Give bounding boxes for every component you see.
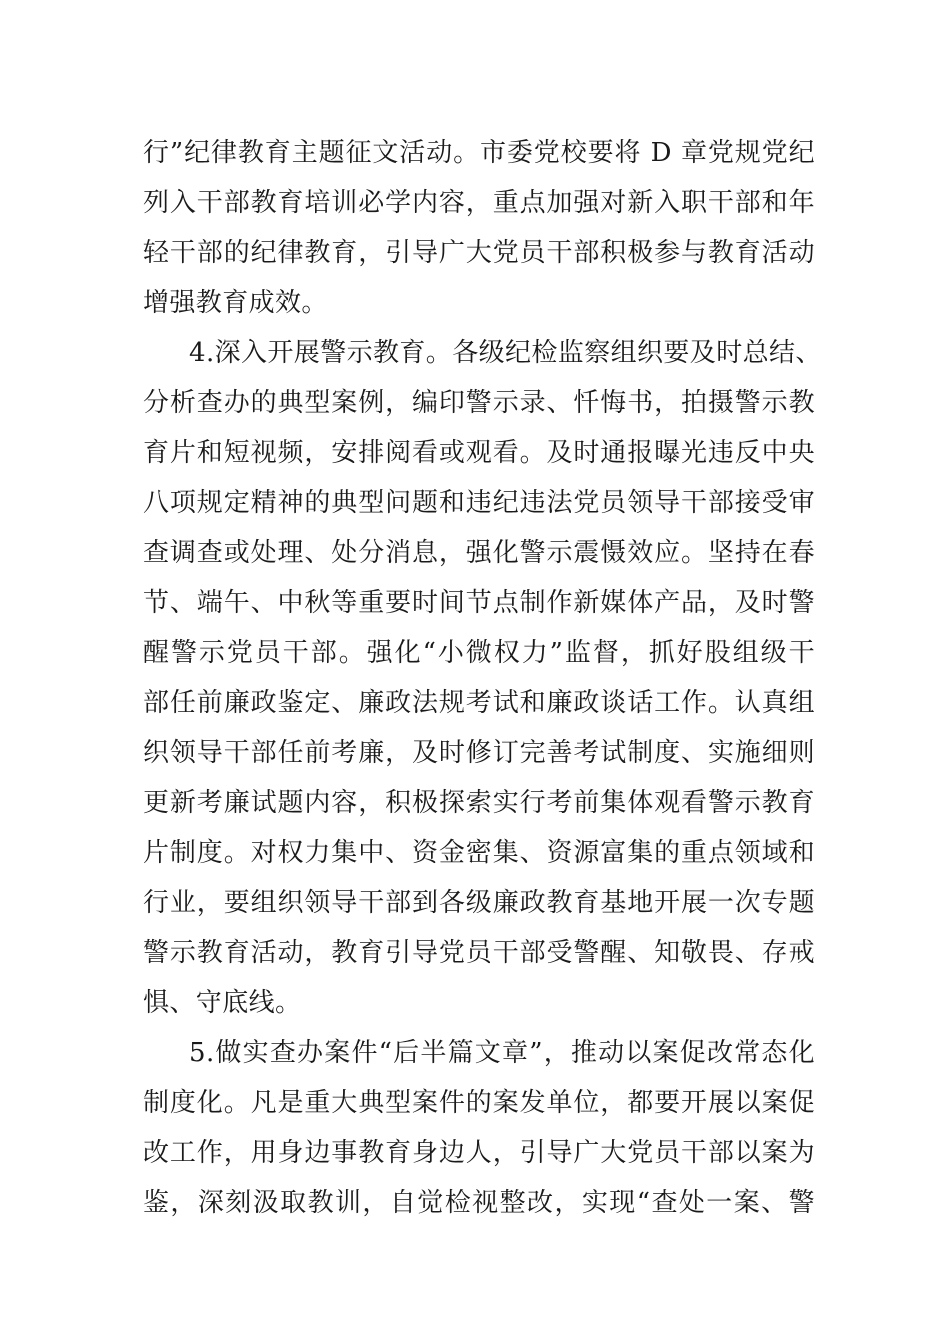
document-body [143,128,822,1228]
text-line: 育片和短视频，安排阅看或观看。及时通报曝光违反中央 [143,438,815,468]
text-line: 制度化。凡是重大典型案件的案发单位，都要开展以案促 [143,1088,815,1118]
text-line: 更新考廉试题内容，积极探索实行考前集体观看警示教育 [143,788,815,818]
text-line: 鉴，深刻汲取教训，自觉检视整改，实现“查处一案、警 [143,1188,815,1218]
text-line: 分析查办的典型案例，编印警示录、忏悔书，拍摄警示教 [143,388,815,418]
text-line: 织领导干部任前考廉，及时修订完善考试制度、实施细则 [143,738,815,768]
text-line: 列入干部教育培训必学内容，重点加强对新入职干部和年 [143,188,815,218]
text-line: 节、端午、中秋等重要时间节点制作新媒体产品，及时警 [143,588,815,618]
text-line: 片制度。对权力集中、资金密集、资源富集的重点领域和 [143,838,815,868]
text-line: 轻干部的纪律教育，引导广大党员干部积极参与教育活动 [143,238,815,268]
text-line: 八项规定精神的典型问题和违纪违法党员领导干部接受审 [143,488,815,518]
text-line: 行”纪律教育主题征文活动。市委党校要将 D 章党规党纪 [143,138,815,168]
text-line: 5.做实查办案件“后半篇文章”，推动以案促改常态化 [189,1038,815,1068]
text-line: 部任前廉政鉴定、廉政法规考试和廉政谈话工作。认真组 [143,688,815,718]
text-line: 查调查或处理、处分消息，强化警示震慑效应。坚持在春 [143,538,815,568]
text-line: 醒警示党员干部。强化“小微权力”监督，抓好股组级干 [143,638,815,668]
text-line: 增强教育成效。 [143,288,328,318]
text-line: 改工作，用身边事教育身边人，引导广大党员干部以案为 [143,1138,815,1168]
text-line: 警示教育活动，教育引导党员干部受警醒、知敬畏、存戒 [143,938,815,968]
text-line: 行业，要组织领导干部到各级廉政教育基地开展一次专题 [143,888,815,918]
text-line: 4.深入开展警示教育。各级纪检监察组织要及时总结、 [189,338,822,368]
text-line: 惧、守底线。 [143,988,302,1018]
